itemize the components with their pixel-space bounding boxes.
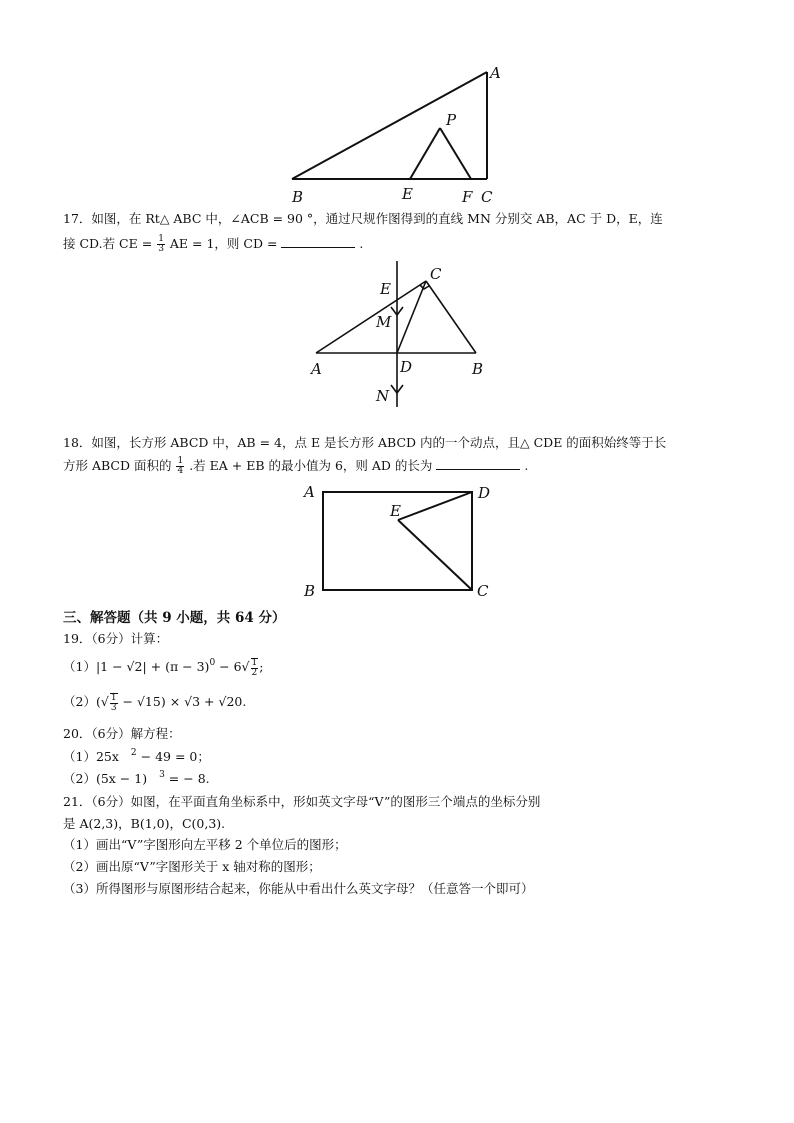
- q21-part1: （1）画出“V”字图形向左平移 2 个单位后的图形；: [63, 837, 347, 852]
- q19-p2-frac-num: 1: [110, 692, 117, 703]
- label-C: C: [477, 582, 489, 600]
- label-E: E: [402, 185, 413, 203]
- q20-p1-text-b: − 49 = 0；: [136, 749, 210, 764]
- label-B: B: [304, 582, 316, 600]
- q21-line2: 是 A(2,3)，B(1,0)，C(0,3).: [63, 816, 226, 831]
- q19-part2: [63, 692, 246, 713]
- q20-part2: [63, 769, 210, 787]
- q19-p1-frac-den: 2: [251, 667, 258, 678]
- q19-p1-exponent: 0: [209, 658, 216, 668]
- label-F: F: [462, 188, 473, 206]
- q20-p2-text-b: = − 8.: [164, 771, 210, 786]
- label-A: A: [304, 483, 315, 501]
- label-C: C: [481, 188, 493, 206]
- label-P: P: [446, 111, 457, 129]
- label-A: A: [490, 64, 501, 82]
- q17-frac-num: 1: [158, 234, 164, 244]
- q19-p1-sqrt-sign: √: [241, 659, 250, 674]
- q18-line2: [63, 456, 528, 476]
- label-M: M: [376, 313, 392, 331]
- q18-text-3: .若 EA + EB 的最小值为 6，则 AD 的长为: [189, 458, 433, 473]
- q20-intro: 20．（6分）解方程：: [63, 726, 181, 741]
- figure-q17: [0, 255, 794, 415]
- q20-p2-text-a: （2）(5x − 1): [63, 771, 148, 786]
- q19-p1-text-c: ;: [259, 659, 264, 674]
- segment-CD: [397, 281, 426, 353]
- q17-text-1: 17．如图，在 Rt△ ABC 中，∠ACB = 90 °，通过尺规作图得到的直线 MN 分别交 AB，AC 于 D，E，连: [63, 211, 663, 226]
- q21-part2: （2）画出原“V”字图形关于 x 轴对称的图形；: [63, 859, 321, 874]
- label-N: N: [376, 387, 390, 405]
- q17-fraction: [157, 235, 165, 254]
- q19-p1-frac-num: 1: [251, 657, 258, 668]
- q19-part1: [63, 657, 263, 678]
- label-D: D: [400, 358, 413, 376]
- q19-p2-text-b: − √15) × √3 + √20.: [118, 694, 247, 709]
- q19-p2-frac-den: 3: [110, 702, 117, 713]
- q20-p1-exponent: 2: [130, 748, 137, 758]
- q20-part1: [63, 747, 210, 765]
- q20-p1-text-a: （1）25x: [63, 749, 119, 764]
- label-D: D: [478, 484, 491, 502]
- segment-EP: [410, 128, 440, 179]
- q18-frac-num: 1: [177, 456, 184, 466]
- label-B: B: [472, 360, 484, 378]
- q19-p1-text-a: （1）|1 − √2| + (π − 3): [63, 659, 210, 674]
- q17-line1: [63, 209, 663, 227]
- q17-answer-blank[interactable]: [281, 235, 355, 248]
- q17-text-3: AE = 1，则 CD =: [169, 236, 278, 251]
- q18-fraction: [176, 457, 184, 476]
- label-E: E: [390, 502, 401, 520]
- q18-answer-blank[interactable]: [436, 457, 520, 470]
- label-C: C: [430, 265, 442, 283]
- q17-line2: [63, 234, 363, 254]
- q18-text-2: 方形 ABCD 面积的: [63, 458, 172, 473]
- figure-q16: [0, 0, 794, 220]
- segment-AC: [316, 281, 426, 353]
- q19-intro: 19．（6分）计算：: [63, 631, 169, 646]
- label-B: B: [292, 188, 304, 206]
- segment-AB: [292, 72, 487, 179]
- q17-frac-den: 3: [158, 244, 164, 254]
- q19-p2-fraction: [110, 693, 118, 713]
- segment-DE: [398, 492, 472, 520]
- segment-PF: [440, 128, 471, 179]
- section-heading: 三、解答题（共 9 小题，共 64 分）: [63, 610, 286, 626]
- label-A: A: [311, 360, 322, 378]
- q18-text-1: 18．如图，长方形 ABCD 中，AB = 4，点 E 是长方形 ABCD 内的一个动点，且△ CDE 的面积始终等于长: [63, 435, 667, 450]
- q18-frac-den: 4: [177, 466, 184, 476]
- q18-text-4: .: [524, 458, 529, 473]
- segment-EC: [398, 520, 472, 590]
- q21-part3: （3）所得图形与原图形结合起来，你能从中看出什么英文字母？（任意答一个即可）: [63, 881, 534, 896]
- q21-line1: 21．（6分）如图，在平面直角坐标系中，形如英文字母“V”的图形三个端点的坐标分别: [63, 794, 541, 809]
- figure-q18: [0, 478, 794, 608]
- q19-p1-text-b: − 6: [215, 659, 242, 674]
- q18-line1: [63, 433, 666, 451]
- q17-text-4: .: [359, 236, 364, 251]
- q20-p2-exponent: 3: [159, 770, 165, 780]
- label-E: E: [380, 280, 391, 298]
- q17-text-2: 接 CD.若 CE =: [63, 236, 153, 251]
- q19-p1-fraction: [251, 658, 259, 678]
- segment-CB: [426, 281, 476, 353]
- q19-p2-sqrt-sign: √: [100, 694, 109, 709]
- q19-p2-text-a: （2）(: [63, 694, 101, 709]
